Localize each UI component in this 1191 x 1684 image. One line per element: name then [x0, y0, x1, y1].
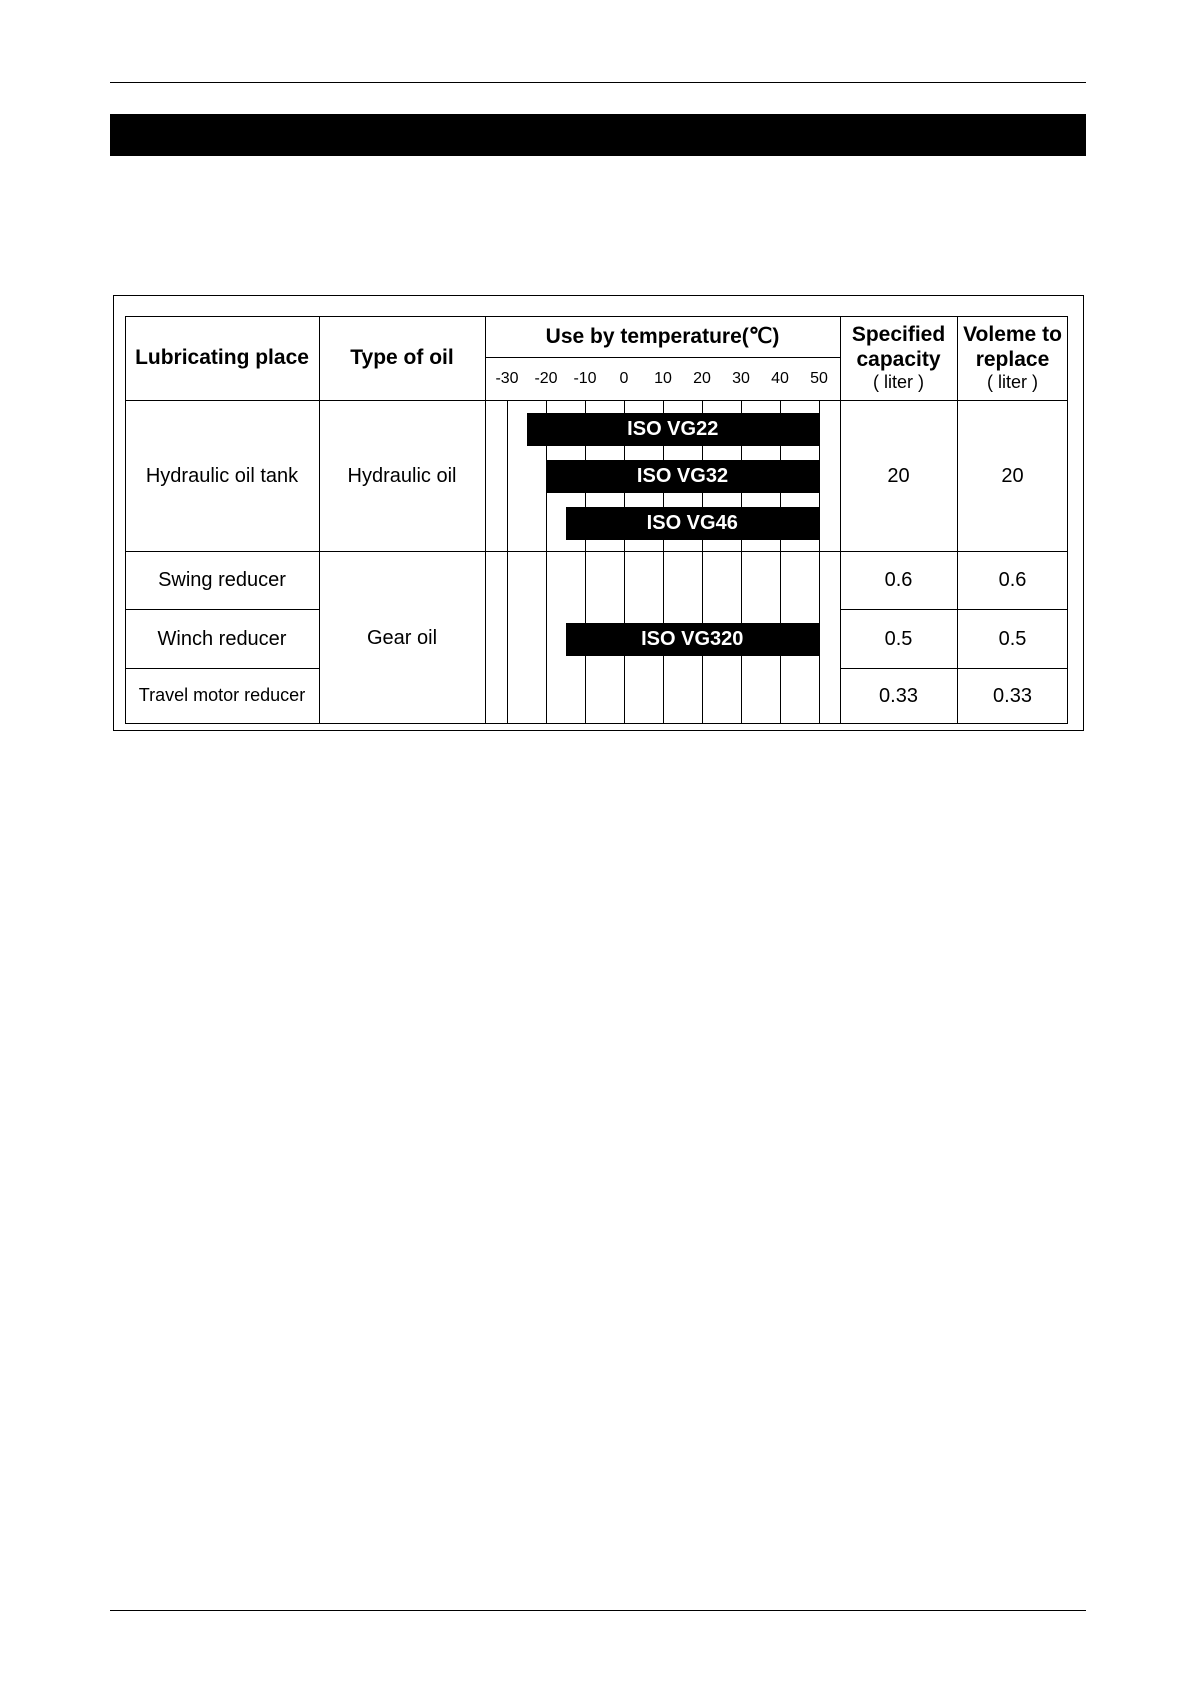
grade-bar-vg22: ISO VG22 — [527, 413, 820, 446]
replace-value: 0.33 — [993, 685, 1032, 707]
capacity-unit: ( liter ) — [873, 372, 924, 393]
grade-bar-vg46: ISO VG46 — [566, 507, 820, 540]
header-volume-to-replace — [957, 316, 1068, 400]
temp-gridline — [702, 400, 703, 724]
capacity-value: 0.33 — [879, 685, 918, 707]
temp-gridline — [546, 400, 547, 724]
col-divider — [485, 316, 486, 724]
temp-gridline — [585, 400, 586, 724]
temp-header-divider — [485, 357, 840, 358]
header-type-of-oil: Type of oil — [350, 346, 454, 370]
temp-tick: -20 — [534, 370, 558, 387]
oil-type-hydraulic: Hydraulic oil — [347, 464, 457, 487]
temp-tick: 10 — [654, 370, 672, 387]
grade-bar-vg320: ISO VG320 — [566, 623, 820, 656]
place-winch-reducer: Winch reducer — [157, 627, 287, 650]
header-use-by-temperature: Use by temperature(℃) — [545, 324, 780, 348]
temp-tick: 20 — [693, 370, 711, 387]
replace-value: 0.6 — [998, 569, 1027, 591]
replace-unit: ( liter ) — [986, 372, 1038, 393]
footer-rule — [110, 1610, 1086, 1611]
temp-tick: 0 — [619, 370, 629, 387]
grade-bar-vg32: ISO VG32 — [546, 460, 819, 493]
capacity-value: 0.6 — [884, 569, 913, 591]
replace-header-line1: Voleme to — [963, 323, 1062, 347]
replace-value: 20 — [1001, 464, 1024, 487]
place-hydraulic-oil-tank: Hydraulic oil tank — [145, 464, 299, 487]
temp-gridline — [741, 400, 742, 724]
temp-tick: 30 — [732, 370, 750, 387]
place-swing-reducer: Swing reducer — [158, 569, 286, 591]
temp-gridline — [780, 400, 781, 724]
oil-type-gear: Gear oil — [366, 626, 438, 649]
header-specified-capacity — [840, 316, 957, 400]
capacity-value: 20 — [887, 464, 910, 487]
temp-gridline — [507, 400, 508, 724]
capacity-header-line2: capacity — [856, 348, 941, 372]
replace-value: 0.5 — [998, 627, 1027, 650]
header-rule — [110, 82, 1086, 83]
header-lubricating-place: Lubricating place — [135, 346, 309, 370]
temp-tick: -10 — [573, 370, 597, 387]
temp-tick: 50 — [810, 370, 828, 387]
temp-gridline — [663, 400, 664, 724]
section-title-bar — [110, 114, 1086, 156]
temp-gridline — [624, 400, 625, 724]
capacity-header-line1: Specified — [851, 323, 946, 347]
place-travel-motor-reducer: Travel motor reducer — [138, 685, 306, 706]
temp-tick: -30 — [495, 370, 519, 387]
temp-gridline — [819, 400, 820, 724]
capacity-value: 0.5 — [884, 627, 913, 650]
temp-tick: 40 — [771, 370, 789, 387]
replace-header-line2: replace — [975, 348, 1050, 372]
